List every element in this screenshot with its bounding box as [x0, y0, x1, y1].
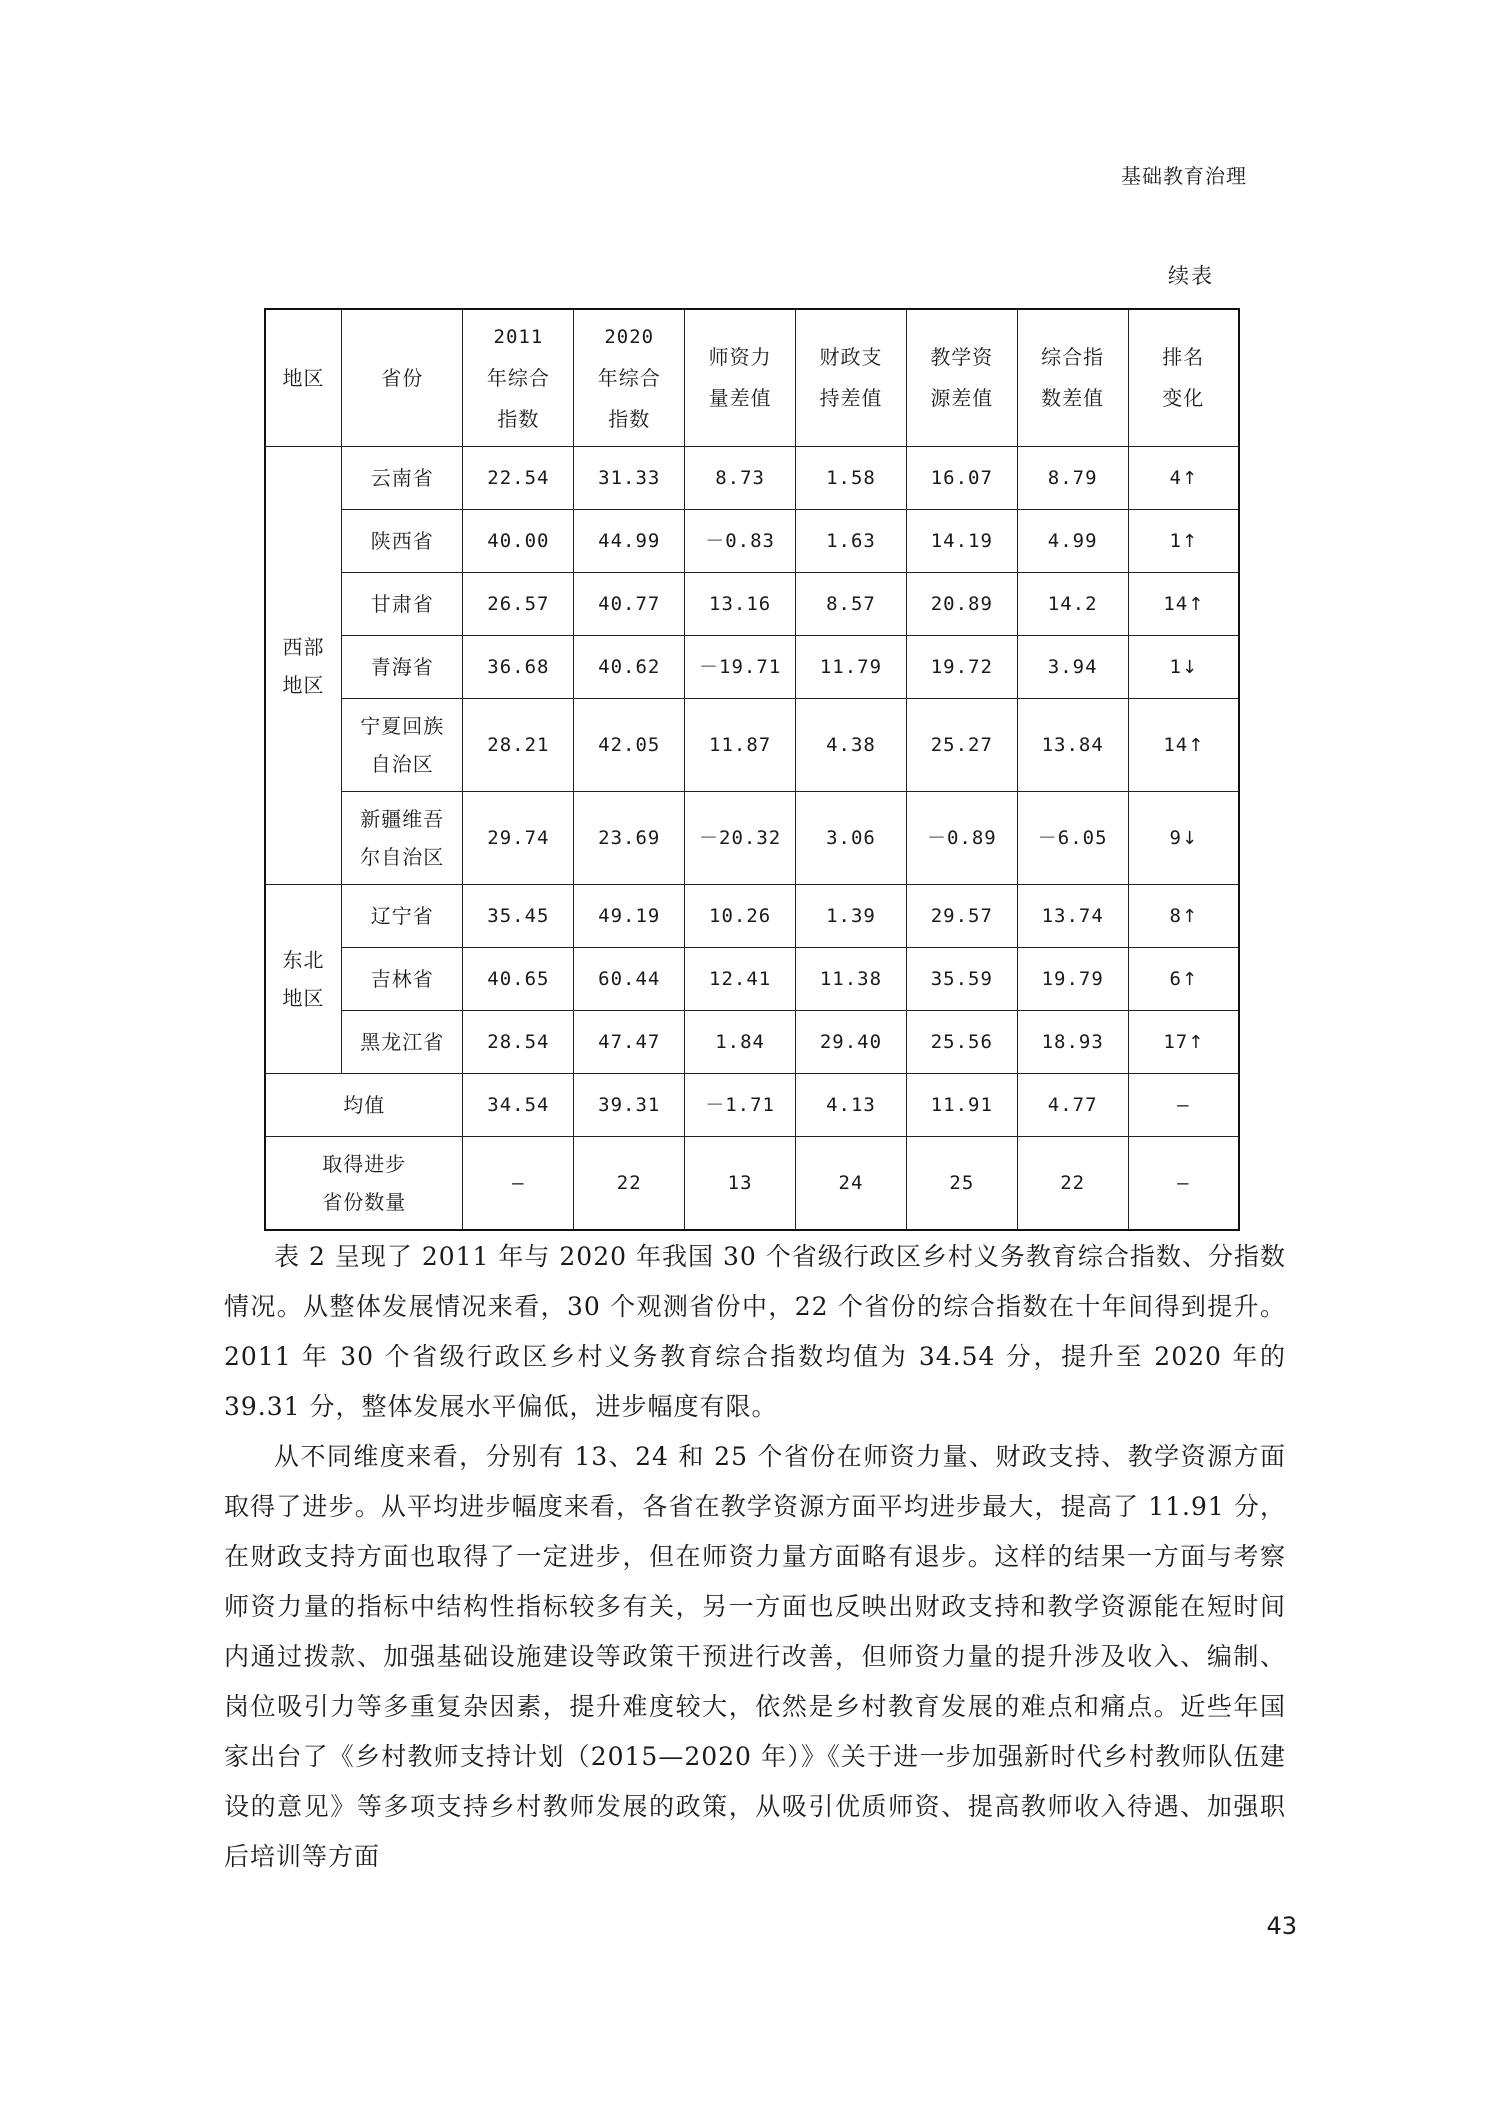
- province-cell: 陕西省: [342, 510, 463, 573]
- table-row: [265, 510, 1239, 573]
- rank-change-cell: [1128, 885, 1239, 948]
- progress-count-row: [265, 1137, 1239, 1231]
- rank-value: 1: [1169, 656, 1182, 678]
- rank-value: 9: [1169, 827, 1182, 849]
- value-cell: 26.57: [463, 573, 574, 636]
- value-cell: 13.74: [1017, 885, 1128, 948]
- value-cell: 40.65: [463, 948, 574, 1011]
- province-cell: 宁夏回族 自治区: [342, 699, 463, 792]
- province-cell: 吉林省: [342, 948, 463, 1011]
- value-cell: 22.54: [463, 447, 574, 510]
- data-table: [264, 308, 1240, 1231]
- summary-value-cell: 13: [685, 1137, 796, 1231]
- value-cell: 40.77: [574, 573, 685, 636]
- rank-value: 8: [1169, 905, 1182, 927]
- table-body: [265, 447, 1239, 1231]
- value-cell: 3.06: [796, 792, 907, 885]
- rank-change-cell: [1128, 510, 1239, 573]
- rank-change-cell: [1128, 1011, 1239, 1074]
- summary-value-cell: 4.77: [1017, 1074, 1128, 1137]
- summary-value-cell: 11.91: [906, 1074, 1017, 1137]
- rank-change-cell: [1128, 948, 1239, 1011]
- summary-label-cell: 均值: [265, 1074, 463, 1137]
- header-finance-diff: 财政支 持差值: [796, 309, 907, 447]
- value-cell: －0.83: [685, 510, 796, 573]
- header-resource-diff: 教学资 源差值: [906, 309, 1017, 447]
- value-cell: 4.38: [796, 699, 907, 792]
- value-cell: 19.72: [906, 636, 1017, 699]
- value-cell: 18.93: [1017, 1011, 1128, 1074]
- header-teacher-diff: 师资力 量差值: [685, 309, 796, 447]
- rank-change-cell: [1128, 573, 1239, 636]
- value-cell: 1.39: [796, 885, 907, 948]
- table-row: [265, 699, 1239, 792]
- value-cell: 36.68: [463, 636, 574, 699]
- body-paragraph: 表 2 呈现了 2011 年与 2020 年我国 30 个省级行政区乡村义务教育综合指数、分指数情况。从整体发展情况来看，30 个观测省份中，22 个省份的综合指数在十年间得到提升。2011 年 30 个省级行政区乡村义务教育综合指数均值为 34.54 分，提升至 2020 年的 39.31 分，整体发展水平偏低，进步幅度有限。: [224, 1242, 1286, 1421]
- rank-change-cell: [1128, 699, 1239, 792]
- table-row: [265, 792, 1239, 885]
- rank-change-cell: [1128, 447, 1239, 510]
- rank-value: 17: [1163, 1031, 1189, 1053]
- value-cell: 11.87: [685, 699, 796, 792]
- rank-value: 1: [1169, 530, 1182, 552]
- province-cell: 黑龙江省: [342, 1011, 463, 1074]
- value-cell: 14.2: [1017, 573, 1128, 636]
- page-number: 43: [1266, 1912, 1297, 1940]
- summary-value-cell: 22: [574, 1137, 685, 1231]
- value-cell: 28.54: [463, 1011, 574, 1074]
- rank-value: 6: [1169, 968, 1182, 990]
- table-row: [265, 885, 1239, 948]
- value-cell: 13.84: [1017, 699, 1128, 792]
- rank-arrow-icon: ↓: [1181, 657, 1198, 678]
- table-row: [265, 573, 1239, 636]
- value-cell: 35.59: [906, 948, 1017, 1011]
- value-cell: 47.47: [574, 1011, 685, 1074]
- rank-arrow-icon: ↑: [1181, 531, 1198, 552]
- value-cell: 42.05: [574, 699, 685, 792]
- summary-value-cell: 34.54: [463, 1074, 574, 1137]
- value-cell: 11.38: [796, 948, 907, 1011]
- table-row: [265, 636, 1239, 699]
- value-cell: 29.40: [796, 1011, 907, 1074]
- value-cell: 13.16: [685, 573, 796, 636]
- mean-row: [265, 1074, 1239, 1137]
- rank-arrow-icon: ↑: [1188, 594, 1204, 615]
- header-province: 省份: [342, 309, 463, 447]
- value-cell: 10.26: [685, 885, 796, 948]
- header-composite-diff: 综合指 数差值: [1017, 309, 1128, 447]
- rank-value: 14: [1163, 593, 1189, 615]
- value-cell: 19.79: [1017, 948, 1128, 1011]
- province-cell: 新疆维吾 尔自治区: [342, 792, 463, 885]
- header-2011-index: 2011 年综合 指数: [463, 309, 574, 447]
- value-cell: 1.84: [685, 1011, 796, 1074]
- rank-arrow-icon: ↓: [1181, 828, 1198, 849]
- header-rank-change: 排名 变化: [1128, 309, 1239, 447]
- value-cell: 29.74: [463, 792, 574, 885]
- value-cell: 29.57: [906, 885, 1017, 948]
- value-cell: 60.44: [574, 948, 685, 1011]
- table-row: [265, 1011, 1239, 1074]
- summary-value-cell: —: [1128, 1074, 1239, 1137]
- summary-value-cell: 22: [1017, 1137, 1128, 1231]
- value-cell: 44.99: [574, 510, 685, 573]
- value-cell: 1.63: [796, 510, 907, 573]
- value-cell: 28.21: [463, 699, 574, 792]
- value-cell: 25.27: [906, 699, 1017, 792]
- summary-value-cell: 24: [796, 1137, 907, 1231]
- province-cell: 青海省: [342, 636, 463, 699]
- value-cell: 12.41: [685, 948, 796, 1011]
- body-paragraph: 从不同维度来看，分别有 13、24 和 25 个省份在师资力量、财政支持、教学资源方面取得了进步。从平均进步幅度来看，各省在教学资源方面平均进步最大，提高了 11.91 分，在财政支持方面也取得了一定进步，但在师资力量方面略有退步。这样的结果一方面与考察师资力量的指标中结构性指标较多有关，另一方面也反映出财政支持和教学资源能在短时间内通过拨款、加强基础设施建设等政策干预进行改善，但师资力量的提升涉及收入、编制、岗位吸引力等多重复杂因素，提升难度较大，依然是乡村教育发展的难点和痛点。近些年国家出台了《乡村教师支持计划（2015—2020 年）》《关于进一步加强新时代乡村教师队伍建设的意见》等多项支持乡村教师发展的政策，从吸引优质师资、提高教师收入待遇、加强职后培训等方面: [224, 1442, 1286, 1871]
- region-cell: 西部 地区: [265, 447, 342, 885]
- summary-label-cell: 取得进步 省份数量: [265, 1137, 463, 1231]
- table-header-row: [265, 309, 1239, 447]
- rank-change-cell: [1128, 792, 1239, 885]
- value-cell: 16.07: [906, 447, 1017, 510]
- value-cell: 23.69: [574, 792, 685, 885]
- value-cell: 3.94: [1017, 636, 1128, 699]
- value-cell: 8.79: [1017, 447, 1128, 510]
- value-cell: 14.19: [906, 510, 1017, 573]
- summary-value-cell: －1.71: [685, 1074, 796, 1137]
- value-cell: 40.00: [463, 510, 574, 573]
- value-cell: 4.99: [1017, 510, 1128, 573]
- value-cell: －6.05: [1017, 792, 1128, 885]
- value-cell: 31.33: [574, 447, 685, 510]
- province-cell: 甘肃省: [342, 573, 463, 636]
- summary-value-cell: —: [463, 1137, 574, 1231]
- value-cell: 1.58: [796, 447, 907, 510]
- header-region: 地区: [265, 309, 342, 447]
- value-cell: 20.89: [906, 573, 1017, 636]
- rank-arrow-icon: ↑: [1188, 735, 1204, 756]
- summary-value-cell: —: [1128, 1137, 1239, 1231]
- value-cell: 49.19: [574, 885, 685, 948]
- rank-arrow-icon: ↑: [1181, 468, 1198, 489]
- value-cell: 8.73: [685, 447, 796, 510]
- rank-arrow-icon: ↑: [1181, 906, 1198, 927]
- summary-value-cell: 25: [906, 1137, 1017, 1231]
- summary-value-cell: 4.13: [796, 1074, 907, 1137]
- value-cell: －20.32: [685, 792, 796, 885]
- rank-arrow-icon: ↑: [1181, 969, 1198, 990]
- running-header: 基础教育治理: [1121, 164, 1247, 188]
- value-cell: 11.79: [796, 636, 907, 699]
- region-cell: 东北 地区: [265, 885, 342, 1074]
- rank-change-cell: [1128, 636, 1239, 699]
- province-cell: 辽宁省: [342, 885, 463, 948]
- table-row: [265, 948, 1239, 1011]
- rank-value: 4: [1169, 467, 1182, 489]
- table-caption: 续表: [1168, 264, 1214, 288]
- value-cell: 25.56: [906, 1011, 1017, 1074]
- summary-value-cell: 39.31: [574, 1074, 685, 1137]
- rank-value: 14: [1163, 734, 1189, 756]
- value-cell: －19.71: [685, 636, 796, 699]
- value-cell: 35.45: [463, 885, 574, 948]
- value-cell: －0.89: [906, 792, 1017, 885]
- value-cell: 40.62: [574, 636, 685, 699]
- header-2020-index: 2020 年综合 指数: [574, 309, 685, 447]
- rank-arrow-icon: ↑: [1188, 1032, 1204, 1053]
- province-cell: 云南省: [342, 447, 463, 510]
- value-cell: 8.57: [796, 573, 907, 636]
- table-row: [265, 447, 1239, 510]
